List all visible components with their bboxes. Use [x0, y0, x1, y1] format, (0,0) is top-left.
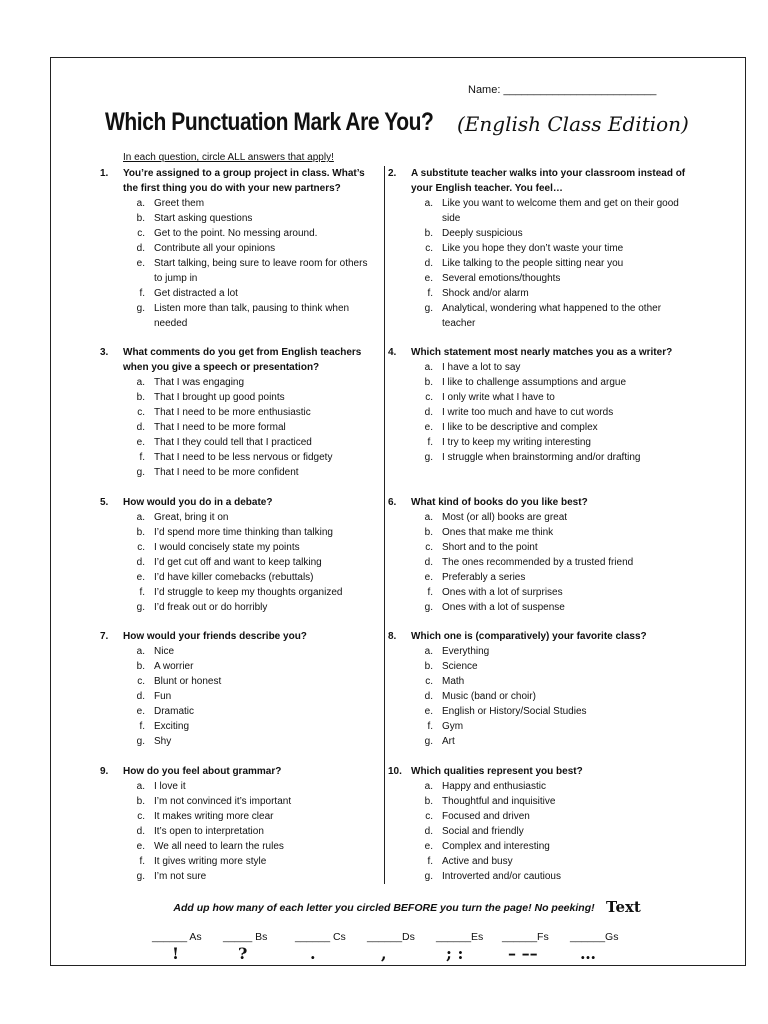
- answer-option[interactable]: [388, 779, 688, 794]
- option-text: I’d get cut off and want to keep talking: [154, 557, 322, 568]
- question-text: What kind of books do you like best?: [411, 497, 588, 508]
- answer-option[interactable]: [388, 600, 688, 615]
- option-letter: g.: [136, 871, 145, 882]
- answer-option[interactable]: [100, 674, 376, 689]
- option-text: I struggle when brainstorming and/or drafting: [442, 452, 641, 463]
- option-text: Contribute all your opinions: [154, 243, 276, 254]
- answer-option[interactable]: [388, 734, 688, 749]
- option-letter: a.: [136, 198, 145, 209]
- option-text: Active and busy: [442, 856, 513, 867]
- option-text: I’d have killer comebacks (rebuttals): [154, 572, 314, 583]
- symbol-period: .: [310, 944, 316, 963]
- question-header: [388, 345, 688, 360]
- option-letter: e.: [136, 841, 145, 852]
- option-letter: e.: [424, 422, 433, 433]
- answer-option[interactable]: [388, 420, 688, 435]
- question-text: Which statement most nearly matches you as a writer?: [411, 347, 673, 358]
- option-letter: f.: [139, 288, 145, 299]
- option-text: That I need to be more confident: [154, 467, 299, 478]
- answer-option[interactable]: [100, 465, 376, 480]
- option-letter: c.: [137, 542, 145, 553]
- option-text: Great, bring it on: [154, 512, 229, 523]
- option-letter: d.: [136, 826, 145, 837]
- tally-b[interactable]: _____ Bs: [223, 931, 268, 943]
- option-text: I have a lot to say: [442, 362, 521, 373]
- answer-option[interactable]: [388, 644, 688, 659]
- answer-option[interactable]: [388, 659, 688, 674]
- answer-option[interactable]: [100, 809, 376, 824]
- question-text: How do you feel about grammar?: [123, 766, 282, 777]
- question-4: [388, 345, 688, 465]
- option-text: I only write what I have to: [442, 392, 555, 403]
- answer-option[interactable]: [388, 689, 688, 704]
- option-text: Fun: [154, 691, 172, 702]
- option-letter: c.: [137, 811, 145, 822]
- title-block: [105, 108, 689, 137]
- answer-option[interactable]: [100, 301, 376, 331]
- option-letter: c.: [425, 811, 433, 822]
- option-letter: a.: [136, 377, 145, 388]
- answer-option[interactable]: [100, 435, 376, 450]
- question-text: You’re assigned to a group project in class. What’s the first thing you do with your new partners?: [123, 168, 365, 194]
- option-letter: b.: [424, 661, 433, 672]
- option-text: Analytical, wondering what happened to the other teacher: [442, 303, 662, 329]
- option-letter: c.: [425, 676, 433, 687]
- option-letter: b.: [424, 796, 433, 807]
- option-text: Start talking, being sure to leave room for others to jump in: [154, 258, 368, 284]
- option-text: Art: [442, 736, 455, 747]
- option-text: Nice: [154, 646, 175, 657]
- answer-option[interactable]: [388, 869, 688, 884]
- answer-option[interactable]: [100, 704, 376, 719]
- answer-option[interactable]: [100, 196, 376, 211]
- answer-option[interactable]: [100, 689, 376, 704]
- option-letter: b.: [424, 527, 433, 538]
- answer-option[interactable]: [100, 510, 376, 525]
- answer-option[interactable]: [388, 540, 688, 555]
- column-divider: [384, 166, 385, 884]
- answer-option[interactable]: [388, 450, 688, 465]
- answer-option[interactable]: [388, 570, 688, 585]
- option-text: I write too much and have to cut words: [442, 407, 614, 418]
- answer-option[interactable]: [100, 540, 376, 555]
- option-letter: c.: [137, 407, 145, 418]
- option-letter: b.: [136, 213, 145, 224]
- answer-option[interactable]: [388, 525, 688, 540]
- answer-option[interactable]: [100, 659, 376, 674]
- option-text: Gym: [442, 721, 464, 732]
- option-letter: e.: [136, 258, 145, 269]
- answer-option[interactable]: [388, 704, 688, 719]
- option-text: Like talking to the people sitting near you: [442, 258, 624, 269]
- option-text: Exciting: [154, 721, 190, 732]
- option-letter: d.: [136, 243, 145, 254]
- option-letter: c.: [425, 392, 433, 403]
- question-6: [388, 495, 688, 615]
- option-text: Focused and driven: [442, 811, 530, 822]
- option-letter: c.: [137, 228, 145, 239]
- page-subtitle: (English Class Edition): [457, 112, 689, 136]
- answer-option[interactable]: [100, 390, 376, 405]
- answer-option[interactable]: [388, 435, 688, 450]
- option-letter: a.: [136, 781, 145, 792]
- question-number: 7.: [100, 631, 109, 642]
- option-letter: b.: [424, 377, 433, 388]
- option-letter: f.: [139, 856, 145, 867]
- question-text: What comments do you get from English teachers when you give a speech or presentation?: [123, 347, 362, 373]
- option-text: Most (or all) books are great: [442, 512, 568, 523]
- option-text: It’s open to interpretation: [154, 826, 264, 837]
- footer-note: [0, 902, 768, 914]
- answer-option[interactable]: [100, 525, 376, 540]
- option-text: The ones recommended by a trusted friend: [442, 557, 634, 568]
- option-letter: f.: [427, 856, 433, 867]
- symbol-exclamation: !: [172, 944, 180, 963]
- question-10: [388, 764, 688, 884]
- question-number: 9.: [100, 766, 109, 777]
- answer-option[interactable]: [388, 196, 688, 226]
- option-text: I’d struggle to keep my thoughts organized: [154, 587, 343, 598]
- option-letter: a.: [424, 198, 433, 209]
- option-letter: e.: [136, 437, 145, 448]
- option-text: Blunt or honest: [154, 676, 222, 687]
- option-letter: a.: [136, 646, 145, 657]
- option-letter: b.: [136, 392, 145, 403]
- option-letter: g.: [136, 602, 145, 613]
- option-text: English or History/Social Studies: [442, 706, 587, 717]
- question-9: [100, 764, 376, 884]
- answer-option[interactable]: [388, 286, 688, 301]
- option-letter: e.: [424, 706, 433, 717]
- option-text: Like you want to welcome them and get on their good side: [442, 198, 679, 224]
- symbol-semicolon-colon: ; :: [446, 944, 464, 963]
- option-letter: f.: [139, 587, 145, 598]
- option-letter: e.: [136, 572, 145, 583]
- option-text: Shock and/or alarm: [442, 288, 529, 299]
- question-header: [100, 495, 376, 510]
- answer-option[interactable]: [388, 226, 688, 241]
- option-text: Complex and interesting: [442, 841, 550, 852]
- answer-option[interactable]: [100, 585, 376, 600]
- question-8: [388, 629, 688, 749]
- tally-d[interactable]: ______Ds: [367, 931, 415, 943]
- option-letter: f.: [427, 437, 433, 448]
- question-number: 5.: [100, 497, 109, 508]
- answer-option[interactable]: [100, 719, 376, 734]
- answer-option[interactable]: [388, 241, 688, 256]
- tally-g[interactable]: ______Gs: [570, 931, 619, 943]
- question-3: [100, 345, 376, 480]
- option-letter: d.: [424, 258, 433, 269]
- option-letter: d.: [136, 557, 145, 568]
- question-number: 8.: [388, 631, 397, 642]
- option-letter: d.: [136, 691, 145, 702]
- question-number: 3.: [100, 347, 109, 358]
- option-letter: f.: [427, 587, 433, 598]
- option-text: Get distracted a lot: [154, 288, 238, 299]
- option-text: Like you hope they don’t waste your time: [442, 243, 624, 254]
- option-text: Music (band or choir): [442, 691, 536, 702]
- option-letter: g.: [424, 602, 433, 613]
- option-text: I’m not sure: [154, 871, 207, 882]
- question-number: 1.: [100, 168, 109, 179]
- question-text: Which one is (comparatively) your favorite class?: [411, 631, 647, 642]
- page-title: Which Punctuation Mark Are You?: [105, 108, 434, 136]
- answer-option[interactable]: [100, 854, 376, 869]
- option-text: Ones with a lot of suspense: [442, 602, 565, 613]
- question-text: Which qualities represent you best?: [411, 766, 583, 777]
- question-number: 2.: [388, 168, 397, 179]
- answer-option[interactable]: [388, 301, 688, 331]
- answer-option[interactable]: [388, 375, 688, 390]
- answer-option[interactable]: [100, 734, 376, 749]
- question-text: How would your friends describe you?: [123, 631, 307, 642]
- option-letter: g.: [136, 467, 145, 478]
- option-text: That I need to be less nervous or fidgety: [154, 452, 333, 463]
- option-text: Preferably a series: [442, 572, 526, 583]
- option-letter: f.: [427, 288, 433, 299]
- answer-option[interactable]: [100, 241, 376, 256]
- answer-option[interactable]: [100, 211, 376, 226]
- question-header: [100, 166, 376, 196]
- answer-option[interactable]: [388, 674, 688, 689]
- option-letter: f.: [139, 721, 145, 732]
- option-letter: g.: [424, 452, 433, 463]
- option-letter: d.: [424, 557, 433, 568]
- question-text: How would you do in a debate?: [123, 497, 273, 508]
- option-letter: d.: [424, 407, 433, 418]
- option-letter: d.: [136, 422, 145, 433]
- answer-option[interactable]: [100, 286, 376, 301]
- option-text: Everything: [442, 646, 490, 657]
- option-text: Short and to the point: [442, 542, 538, 553]
- option-letter: e.: [136, 706, 145, 717]
- option-text: Greet them: [154, 198, 205, 209]
- answer-option[interactable]: [388, 360, 688, 375]
- answer-option[interactable]: [388, 809, 688, 824]
- option-letter: c.: [425, 243, 433, 254]
- option-text: We all need to learn the rules: [154, 841, 284, 852]
- option-letter: e.: [424, 572, 433, 583]
- question-1: [100, 166, 376, 331]
- option-letter: b.: [136, 661, 145, 672]
- option-letter: e.: [424, 841, 433, 852]
- option-letter: b.: [136, 796, 145, 807]
- answer-option[interactable]: [100, 779, 376, 794]
- answer-option[interactable]: [100, 256, 376, 286]
- answer-option[interactable]: [388, 824, 688, 839]
- option-letter: d.: [424, 826, 433, 837]
- option-text: I’m not convinced it’s important: [154, 796, 292, 807]
- option-letter: a.: [424, 512, 433, 523]
- option-text: Introverted and/or cautious: [442, 871, 561, 882]
- answer-option[interactable]: [388, 271, 688, 286]
- option-text: Deeply suspicious: [442, 228, 523, 239]
- answer-option[interactable]: [100, 375, 376, 390]
- option-text: I’d spend more time thinking than talking: [154, 527, 333, 538]
- option-text: Dramatic: [154, 706, 195, 717]
- question-header: [100, 629, 376, 644]
- option-text: That I brought up good points: [154, 392, 285, 403]
- option-text: Listen more than talk, pausing to think when needed: [154, 303, 350, 329]
- option-text: Get to the point. No messing around.: [154, 228, 318, 239]
- option-letter: g.: [424, 736, 433, 747]
- option-letter: g.: [136, 303, 145, 314]
- answer-option[interactable]: [100, 600, 376, 615]
- option-letter: f.: [139, 452, 145, 463]
- answer-option[interactable]: [388, 585, 688, 600]
- answer-option[interactable]: [388, 510, 688, 525]
- question-header: [100, 345, 376, 375]
- option-text: I try to keep my writing interesting: [442, 437, 591, 448]
- option-letter: d.: [424, 691, 433, 702]
- option-text: Ones with a lot of surprises: [442, 587, 563, 598]
- answer-option[interactable]: [388, 256, 688, 271]
- name-field[interactable]: Name: _________________________: [468, 84, 657, 96]
- option-text: Ones that make me think: [442, 527, 554, 538]
- option-text: That I they could tell that I practiced: [154, 437, 312, 448]
- answer-option[interactable]: [388, 555, 688, 570]
- question-5: [100, 495, 376, 615]
- answer-option[interactable]: [100, 226, 376, 241]
- question-text: A substitute teacher walks into your classroom instead of your English teacher. You feel…: [411, 168, 686, 194]
- option-text: I like to challenge assumptions and argue: [442, 377, 627, 388]
- option-text: Happy and enthusiastic: [442, 781, 546, 792]
- answer-option[interactable]: [100, 420, 376, 435]
- option-letter: c.: [425, 542, 433, 553]
- option-text: Science: [442, 661, 478, 672]
- question-header: [100, 764, 376, 779]
- symbol-question: ?: [238, 944, 248, 963]
- option-text: I’d freak out or do horribly: [154, 602, 268, 613]
- option-text: Start asking questions: [154, 213, 253, 224]
- answer-option[interactable]: [388, 839, 688, 854]
- option-text: It makes writing more clear: [154, 811, 274, 822]
- instructions: In each question, circle ALL answers that apply!: [123, 152, 334, 163]
- option-letter: b.: [424, 228, 433, 239]
- question-7: [100, 629, 376, 749]
- symbol-comma: ,: [381, 944, 387, 963]
- question-header: [388, 166, 688, 196]
- option-text: It gives writing more style: [154, 856, 267, 867]
- answer-option[interactable]: [100, 824, 376, 839]
- answer-option[interactable]: [388, 405, 688, 420]
- answer-option[interactable]: [388, 719, 688, 734]
- option-letter: c.: [137, 676, 145, 687]
- option-letter: f.: [427, 721, 433, 732]
- option-text: Social and friendly: [442, 826, 524, 837]
- option-letter: g.: [424, 303, 433, 314]
- question-number: 10.: [388, 766, 402, 777]
- symbol-dashes: – ––: [508, 944, 538, 963]
- question-header: [388, 495, 688, 510]
- symbol-ellipsis: …: [580, 944, 596, 963]
- answer-option[interactable]: [100, 644, 376, 659]
- answer-option[interactable]: [388, 390, 688, 405]
- question-number: 4.: [388, 347, 397, 358]
- question-header: [388, 629, 688, 644]
- answer-option[interactable]: [100, 839, 376, 854]
- option-text: I would concisely state my points: [154, 542, 300, 553]
- option-text: I love it: [154, 781, 186, 792]
- answer-option[interactable]: [388, 854, 688, 869]
- option-text: That I need to be more formal: [154, 422, 286, 433]
- tally-a[interactable]: ______ As: [152, 931, 202, 943]
- option-letter: e.: [424, 273, 433, 284]
- answer-option[interactable]: [388, 794, 688, 809]
- answer-option[interactable]: [100, 555, 376, 570]
- tally-c[interactable]: ______ Cs: [295, 931, 346, 943]
- option-letter: g.: [136, 736, 145, 747]
- option-text: That I was engaging: [154, 377, 245, 388]
- text-stamp: Text: [606, 898, 641, 916]
- answer-option[interactable]: [100, 794, 376, 809]
- option-text: A worrier: [154, 661, 194, 672]
- answer-option[interactable]: [100, 450, 376, 465]
- option-letter: a.: [424, 362, 433, 373]
- option-letter: a.: [424, 781, 433, 792]
- option-text: Several emotions/thoughts: [442, 273, 561, 284]
- question-header: [388, 764, 688, 779]
- option-letter: a.: [424, 646, 433, 657]
- tally-f[interactable]: ______Fs: [502, 931, 549, 943]
- answer-option[interactable]: [100, 570, 376, 585]
- question-2: [388, 166, 688, 331]
- option-letter: g.: [424, 871, 433, 882]
- option-letter: a.: [136, 512, 145, 523]
- option-text: I like to be descriptive and complex: [442, 422, 598, 433]
- option-letter: b.: [136, 527, 145, 538]
- answer-option[interactable]: [100, 869, 376, 884]
- answer-option[interactable]: [100, 405, 376, 420]
- option-text: That I need to be more enthusiastic: [154, 407, 311, 418]
- option-text: Math: [442, 676, 465, 687]
- question-number: 6.: [388, 497, 397, 508]
- tally-e[interactable]: ______Es: [436, 931, 484, 943]
- option-text: Thoughtful and inquisitive: [442, 796, 556, 807]
- option-text: Shy: [154, 736, 172, 747]
- footer-note-text: Add up how many of each letter you circled BEFORE you turn the page! No peeking!: [173, 902, 595, 914]
